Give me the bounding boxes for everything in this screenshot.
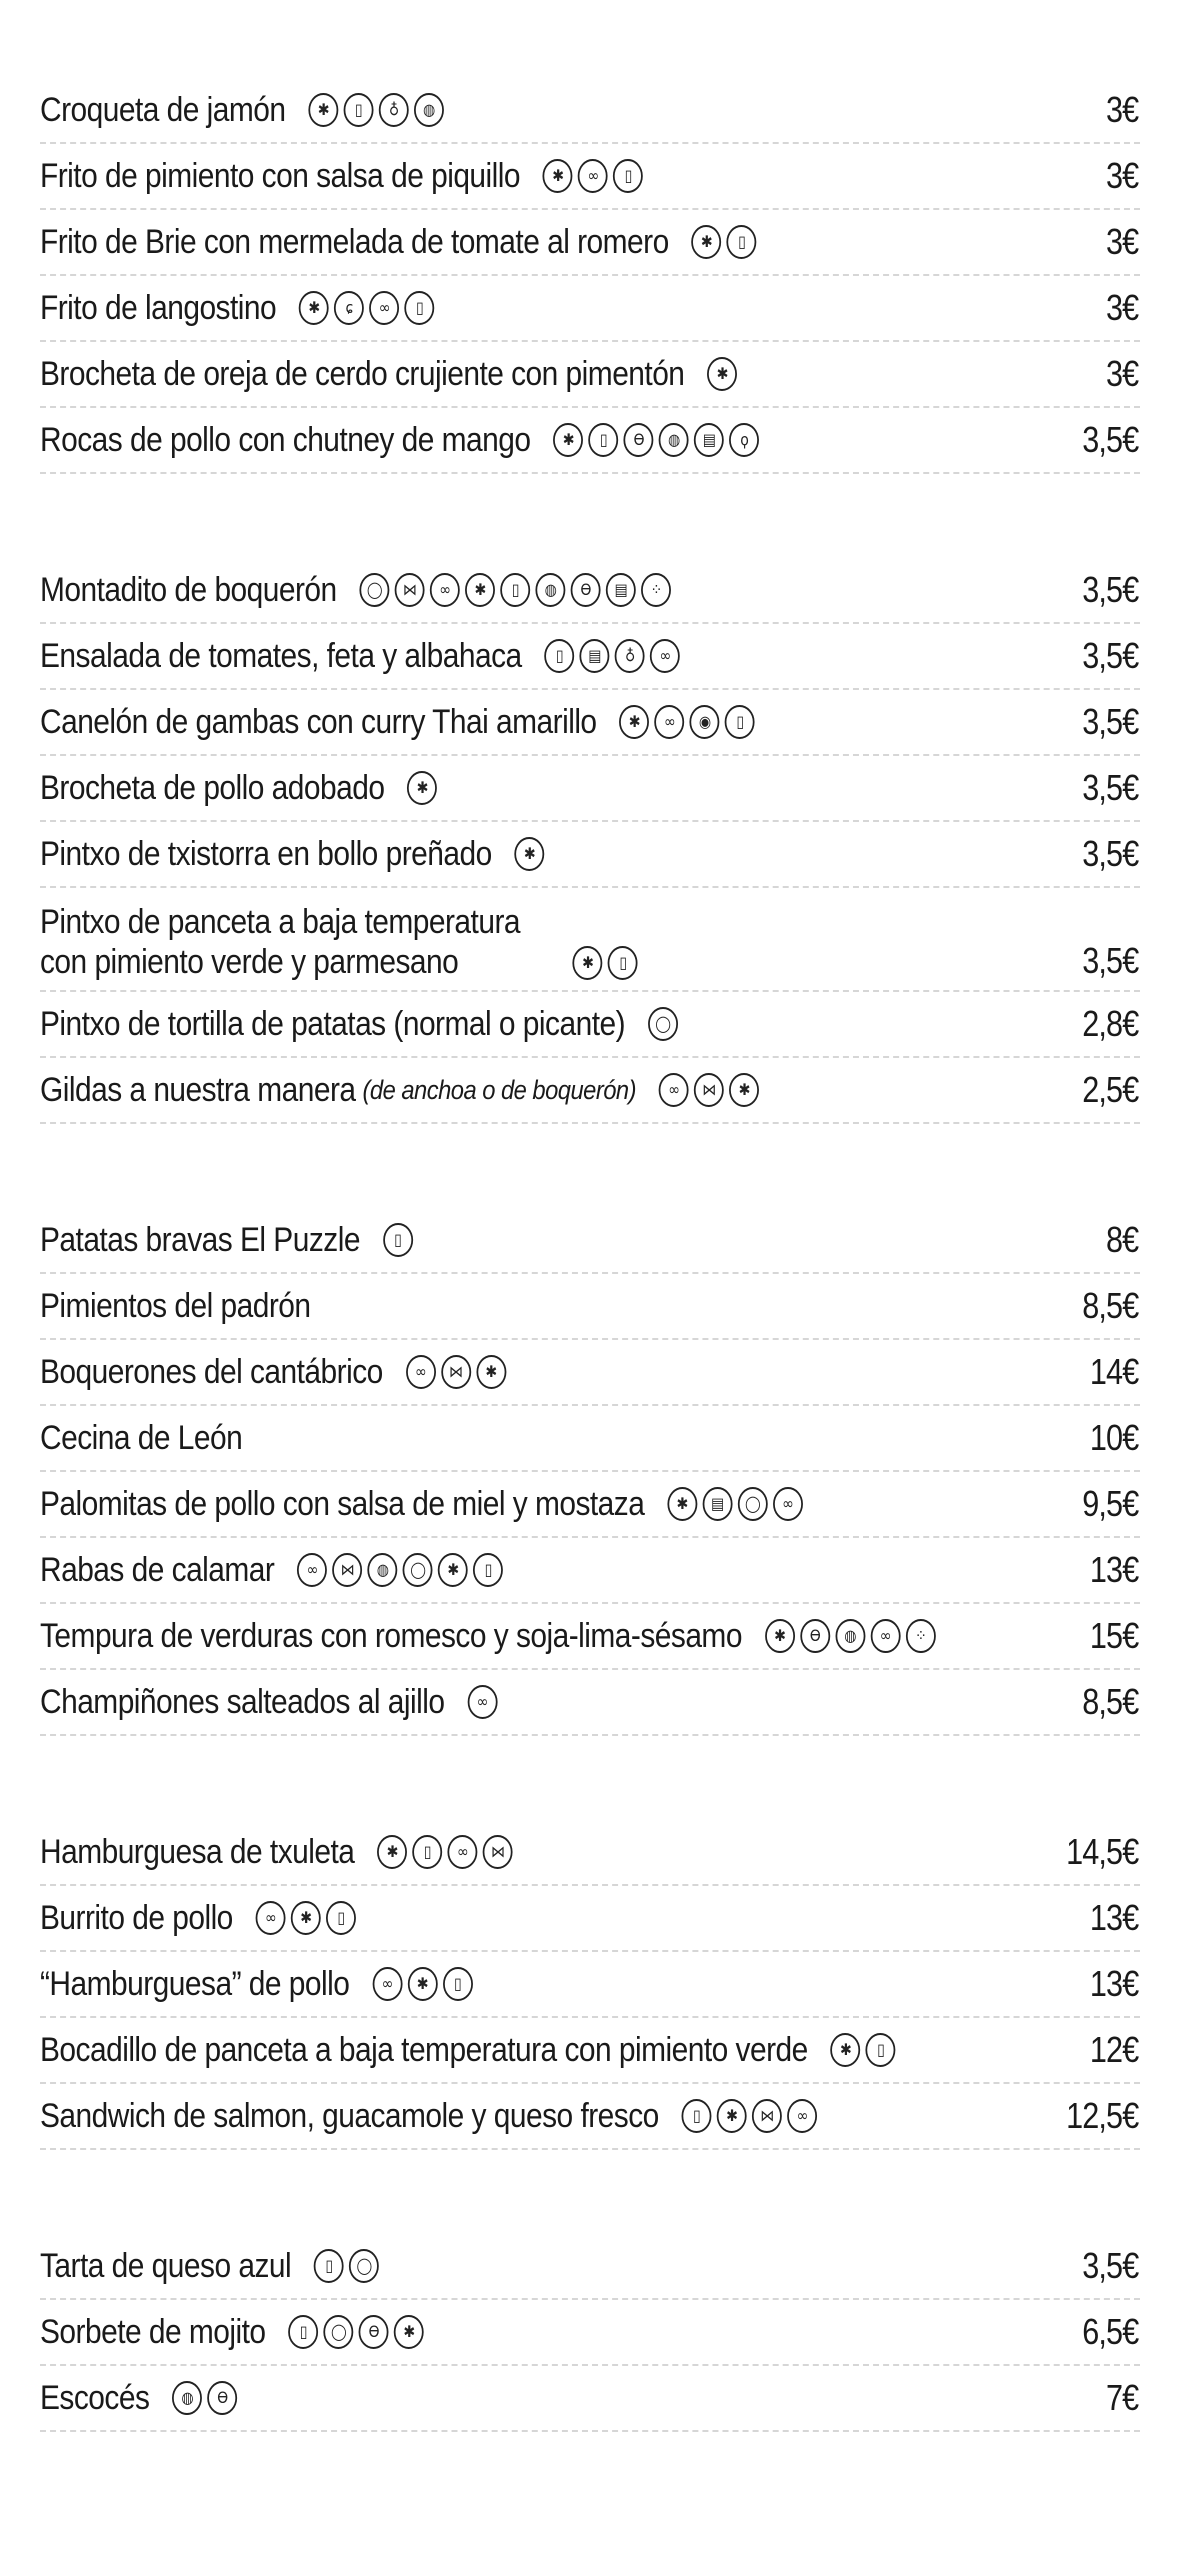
milk-icon: ▯ xyxy=(326,1901,356,1935)
milk-icon: ▯ xyxy=(314,2249,344,2283)
menu-item-name: Rocas de pollo con chutney de mango xyxy=(40,420,531,459)
menu-item-name: Frito de Brie con mermelada de tomate al romero xyxy=(40,222,669,261)
menu-item-price: 3€ xyxy=(1105,155,1139,196)
menu-item-description xyxy=(40,769,437,808)
eggs-icon: ∞ xyxy=(467,1685,497,1719)
menu-item-name: Pimientos del padrón xyxy=(40,1286,311,1325)
eggs-icon: ∞ xyxy=(256,1901,286,1935)
eggs-icon: ∞ xyxy=(578,159,608,193)
menu-item-price: 15€ xyxy=(1089,1615,1139,1656)
menu-item xyxy=(40,276,1140,342)
nuts-icon: ϴ xyxy=(800,1619,830,1653)
gluten-icon: ✱ xyxy=(394,2315,424,2349)
allergen-icons xyxy=(372,1967,472,2001)
menu-item-price: 9,5€ xyxy=(1082,1483,1139,1524)
menu-item-description xyxy=(40,1899,356,1938)
menu-item-description xyxy=(40,2247,379,2286)
milk-icon: ▯ xyxy=(288,2315,318,2349)
menu-item-name: Gildas a nuestra manera xyxy=(40,1070,356,1109)
menu-item-price: 3€ xyxy=(1105,287,1139,328)
allergen-icons xyxy=(256,1901,356,1935)
menu-item-price: 14,5€ xyxy=(1065,1831,1139,1872)
gluten-icon: ✱ xyxy=(619,705,649,739)
menu-item-name: Tempura de verduras con romesco y soja-lima-sésamo xyxy=(40,1616,742,1655)
menu-item-description xyxy=(40,1353,506,1392)
menu-item-name: “Hamburguesa” de pollo xyxy=(40,1964,350,2003)
milk-icon: ▯ xyxy=(866,2033,896,2067)
gluten-icon: ✱ xyxy=(573,946,603,980)
sesame-icon: ⁘ xyxy=(906,1619,936,1653)
menu-item-name: Brocheta de oreja de cerdo crujiente con pimentón xyxy=(40,354,685,393)
menu-section xyxy=(40,78,1140,474)
milk-icon: ▯ xyxy=(500,573,530,607)
menu-item-price: 3€ xyxy=(1105,221,1139,262)
menu-item-description xyxy=(40,1485,803,1524)
menu-item-description xyxy=(40,2031,896,2070)
allergen-icons xyxy=(692,225,757,259)
menu-item-price: 13€ xyxy=(1089,1549,1139,1590)
menu-item-description xyxy=(40,835,545,874)
menu-item-description xyxy=(40,355,737,394)
menu-item-name: Frito de pimiento con salsa de piquillo xyxy=(40,156,521,195)
menu-item-name: Frito de langostino xyxy=(40,288,277,327)
menu-item xyxy=(40,1820,1140,1886)
allergen-icons xyxy=(831,2033,896,2067)
menu-item-description xyxy=(40,1287,311,1326)
menu-item-description xyxy=(40,1833,513,1872)
eggs-icon: ∞ xyxy=(372,1967,402,2001)
menu-item-description xyxy=(40,703,755,742)
menu-item-description xyxy=(40,91,444,130)
menu-item xyxy=(40,888,1140,992)
lupin-icon: ◯ xyxy=(403,1553,433,1587)
allergen-icons xyxy=(682,2099,818,2133)
menu-item-name: Montadito de boquerón xyxy=(40,570,337,609)
crustacean-icon: ɕ xyxy=(334,291,364,325)
menu-item-price: 13€ xyxy=(1089,1897,1139,1938)
gluten-icon: ✱ xyxy=(299,291,329,325)
allergen-icons xyxy=(619,705,755,739)
menu-item xyxy=(40,2300,1140,2366)
menu-item-name-block xyxy=(40,902,520,982)
allergen-icons xyxy=(407,771,437,805)
sesame-icon: ⁘ xyxy=(641,573,671,607)
menu-item-price: 12€ xyxy=(1089,2029,1139,2070)
milk-icon: ▯ xyxy=(608,946,638,980)
milk-icon: ▯ xyxy=(412,1835,442,1869)
menu-item-name: Bocadillo de panceta a baja temperatura con pimiento verde xyxy=(40,2030,808,2069)
menu-item-name: Champiñones salteados al ajillo xyxy=(40,1682,445,1721)
menu-item-description xyxy=(40,2379,237,2418)
gluten-icon: ✱ xyxy=(308,93,338,127)
fish-icon: ⋈ xyxy=(332,1553,362,1587)
menu-section xyxy=(40,2234,1140,2432)
menu-item-description xyxy=(40,421,759,460)
menu-item xyxy=(40,2018,1140,2084)
sulphites-icon: ▤ xyxy=(580,639,610,673)
menu-item-name-line2: con pimiento verde y parmesano xyxy=(40,943,459,981)
menu-item xyxy=(40,2366,1140,2432)
allergen-icons xyxy=(553,423,759,457)
fish-icon: ⋈ xyxy=(395,573,425,607)
menu-item-name: Pintxo de tortilla de patatas (normal o picante) xyxy=(40,1004,626,1043)
menu-item-name: Rabas de calamar xyxy=(40,1550,275,1589)
soy-icon: ◍ xyxy=(659,423,689,457)
allergen-icons xyxy=(308,93,444,127)
lupin-icon: ◯ xyxy=(648,1007,678,1041)
menu-item-name: Pintxo de panceta a baja temperatura xyxy=(40,903,520,941)
soy-icon: ◍ xyxy=(536,573,566,607)
allergen-icons xyxy=(314,2249,379,2283)
gluten-icon: ✱ xyxy=(377,1835,407,1869)
soy-icon: ◍ xyxy=(368,1553,398,1587)
menu-item-description xyxy=(40,2097,817,2136)
menu-item xyxy=(40,1058,1140,1124)
milk-icon: ▯ xyxy=(473,1553,503,1587)
gluten-icon: ✱ xyxy=(667,1487,697,1521)
allergen-icons xyxy=(360,573,672,607)
gluten-icon: ✱ xyxy=(692,225,722,259)
menu-item-name: Burrito de pollo xyxy=(40,1898,233,1937)
menu-item-price: 7€ xyxy=(1105,2377,1139,2418)
gluten-icon: ✱ xyxy=(465,573,495,607)
menu-item xyxy=(40,992,1140,1058)
menu-item-name: Patatas bravas El Puzzle xyxy=(40,1220,360,1259)
eggs-icon: ∞ xyxy=(655,705,685,739)
menu-item-description xyxy=(40,1683,497,1722)
menu-item-price: 3€ xyxy=(1105,89,1139,130)
gluten-icon: ✱ xyxy=(553,423,583,457)
menu-item-name: Sandwich de salmon, guacamole y queso fresco xyxy=(40,2096,659,2135)
lupin-icon: ◯ xyxy=(738,1487,768,1521)
menu-item-price: 8€ xyxy=(1105,1219,1139,1260)
menu-item xyxy=(40,78,1140,144)
menu-item-price: 3,5€ xyxy=(1082,833,1139,874)
menu-section xyxy=(40,1208,1140,1736)
menu-item-price: 3,5€ xyxy=(1082,701,1139,742)
gluten-icon: ✱ xyxy=(515,837,545,871)
menu-item-name: Croqueta de jamón xyxy=(40,90,286,129)
allergen-icons xyxy=(707,357,737,391)
menu-item-name: Brocheta de pollo adobado xyxy=(40,768,385,807)
menu-item-price: 3,5€ xyxy=(1082,2245,1139,2286)
gluten-icon: ✱ xyxy=(407,1967,437,2001)
lupin-icon: ◯ xyxy=(360,573,390,607)
fish-icon: ⋈ xyxy=(752,2099,782,2133)
gluten-icon: ✱ xyxy=(729,1073,759,1107)
menu-item-name: Cecina de León xyxy=(40,1418,243,1457)
eggs-icon: ∞ xyxy=(448,1835,478,1869)
allergen-icons xyxy=(299,291,435,325)
menu-item-name: Hamburguesa de txuleta xyxy=(40,1832,355,1871)
allergen-icons xyxy=(467,1685,497,1719)
menu-item xyxy=(40,342,1140,408)
menu-item-price: 12,5€ xyxy=(1065,2095,1139,2136)
allergen-icons xyxy=(297,1553,503,1587)
menu-item-description xyxy=(40,1005,678,1044)
allergen-icons xyxy=(648,1007,678,1041)
menu-item-price: 10€ xyxy=(1089,1417,1139,1458)
milk-icon: ▯ xyxy=(443,1967,473,2001)
allergen-icons xyxy=(377,1835,513,1869)
menu-item-description xyxy=(40,1617,936,1656)
allergen-icons xyxy=(543,159,643,193)
menu-item xyxy=(40,624,1140,690)
menu-item xyxy=(40,210,1140,276)
menu-item-description xyxy=(40,223,757,262)
gluten-icon: ✱ xyxy=(543,159,573,193)
menu-item xyxy=(40,144,1140,210)
menu-item-price: 13€ xyxy=(1089,1963,1139,2004)
menu-item xyxy=(40,690,1140,756)
menu-item xyxy=(40,1208,1140,1274)
sulphites-icon: ▤ xyxy=(702,1487,732,1521)
allergen-icons xyxy=(383,1223,413,1257)
soy-icon: ◍ xyxy=(414,93,444,127)
menu-item xyxy=(40,1472,1140,1538)
menu xyxy=(40,78,1140,2432)
allergen-icons xyxy=(406,1355,506,1389)
menu-item-description xyxy=(40,2313,424,2352)
allergen-icons xyxy=(172,2381,237,2415)
menu-section xyxy=(40,558,1140,1124)
menu-item-price: 3,5€ xyxy=(1082,635,1139,676)
menu-item-description xyxy=(40,1221,413,1260)
menu-item-price: 2,8€ xyxy=(1082,1003,1139,1044)
menu-item-description xyxy=(40,902,638,982)
menu-item-name: Ensalada de tomates, feta y albahaca xyxy=(40,636,522,675)
menu-item-name: Tarta de queso azul xyxy=(40,2246,292,2285)
menu-item-price: 3,5€ xyxy=(1082,940,1139,981)
menu-item-description xyxy=(40,1071,759,1110)
menu-item xyxy=(40,1886,1140,1952)
menu-item-description xyxy=(40,1419,242,1458)
fish-icon: ⋈ xyxy=(441,1355,471,1389)
gluten-icon: ✱ xyxy=(407,771,437,805)
milk-icon: ▯ xyxy=(725,705,755,739)
menu-item-name: Pintxo de txistorra en bollo preñado xyxy=(40,834,492,873)
milk-icon: ▯ xyxy=(613,159,643,193)
eggs-icon: ∞ xyxy=(787,2099,817,2133)
milk-icon: ▯ xyxy=(727,225,757,259)
gluten-icon: ✱ xyxy=(707,357,737,391)
menu-item-description xyxy=(40,157,643,196)
menu-item-note: (de anchoa o de boquerón) xyxy=(362,1074,637,1105)
menu-item-description xyxy=(40,637,680,676)
menu-item-price: 3€ xyxy=(1105,353,1139,394)
gluten-icon: ✱ xyxy=(831,2033,861,2067)
fish-icon: ⋈ xyxy=(694,1073,724,1107)
menu-item-name: Palomitas de pollo con salsa de miel y mostaza xyxy=(40,1484,645,1523)
eggs-icon: ∞ xyxy=(870,1619,900,1653)
nuts-icon: ϴ xyxy=(359,2315,389,2349)
gluten-icon: ✱ xyxy=(476,1355,506,1389)
menu-item-name: Sorbete de mojito xyxy=(40,2312,266,2351)
menu-item-description xyxy=(40,1965,473,2004)
allergen-icons xyxy=(288,2315,424,2349)
menu-item-name: Boquerones del cantábrico xyxy=(40,1352,383,1391)
menu-item-price: 3,5€ xyxy=(1082,569,1139,610)
allergen-icons xyxy=(573,946,638,980)
menu-item xyxy=(40,1670,1140,1736)
menu-item-description xyxy=(40,289,435,328)
mustard-icon: ♁ xyxy=(379,93,409,127)
menu-item xyxy=(40,558,1140,624)
menu-item-price: 2,5€ xyxy=(1082,1069,1139,1110)
milk-icon: ▯ xyxy=(383,1223,413,1257)
allergen-icons xyxy=(515,837,545,871)
mollusc-icon: ◉ xyxy=(690,705,720,739)
milk-icon: ▯ xyxy=(545,639,575,673)
eggs-icon: ∞ xyxy=(659,1073,689,1107)
nuts-icon: ϴ xyxy=(207,2381,237,2415)
eggs-icon: ∞ xyxy=(773,1487,803,1521)
menu-item xyxy=(40,1604,1140,1670)
gluten-icon: ✱ xyxy=(765,1619,795,1653)
eggs-icon: ∞ xyxy=(406,1355,436,1389)
allergen-icons xyxy=(659,1073,759,1107)
menu-item-name: Escocés xyxy=(40,2378,150,2417)
milk-icon: ▯ xyxy=(405,291,435,325)
menu-item-price: 14€ xyxy=(1089,1351,1139,1392)
menu-item xyxy=(40,1274,1140,1340)
milk-icon: ▯ xyxy=(344,93,374,127)
menu-item xyxy=(40,756,1140,822)
eggs-icon: ∞ xyxy=(430,573,460,607)
nuts-icon: ϴ xyxy=(571,573,601,607)
sulphites-icon: ▤ xyxy=(694,423,724,457)
menu-item xyxy=(40,408,1140,474)
allergen-icons xyxy=(545,639,681,673)
menu-item xyxy=(40,1340,1140,1406)
gluten-icon: ✱ xyxy=(717,2099,747,2133)
fish-icon: ⋈ xyxy=(483,1835,513,1869)
allergen-icons xyxy=(667,1487,803,1521)
lupin-icon: ◯ xyxy=(349,2249,379,2283)
gluten-icon: ✱ xyxy=(291,1901,321,1935)
menu-item-price: 6,5€ xyxy=(1082,2311,1139,2352)
eggs-icon: ∞ xyxy=(297,1553,327,1587)
allergen-icons xyxy=(765,1619,936,1653)
eggs-icon: ∞ xyxy=(369,291,399,325)
menu-item-name: Canelón de gambas con curry Thai amarillo xyxy=(40,702,597,741)
menu-item-price: 3,5€ xyxy=(1082,767,1139,808)
menu-item-description xyxy=(40,1551,503,1590)
eggs-icon: ∞ xyxy=(650,639,680,673)
menu-item xyxy=(40,1406,1140,1472)
soy-icon: ◍ xyxy=(835,1619,865,1653)
nuts-icon: ϴ xyxy=(624,423,654,457)
lupin-icon: ◯ xyxy=(324,2315,354,2349)
menu-item xyxy=(40,1952,1140,2018)
menu-item xyxy=(40,1538,1140,1604)
milk-icon: ▯ xyxy=(589,423,619,457)
peanut-icon: ϙ xyxy=(729,423,759,457)
menu-item-price: 3,5€ xyxy=(1082,419,1139,460)
soy-icon: ◍ xyxy=(172,2381,202,2415)
menu-item xyxy=(40,2234,1140,2300)
sulphites-icon: ▤ xyxy=(606,573,636,607)
menu-item-price: 8,5€ xyxy=(1082,1285,1139,1326)
gluten-icon: ✱ xyxy=(438,1553,468,1587)
menu-item-description xyxy=(40,571,671,610)
menu-item xyxy=(40,2084,1140,2150)
milk-icon: ▯ xyxy=(682,2099,712,2133)
mustard-icon: ♁ xyxy=(615,639,645,673)
menu-item xyxy=(40,822,1140,888)
menu-item-price: 8,5€ xyxy=(1082,1681,1139,1722)
menu-section xyxy=(40,1820,1140,2150)
